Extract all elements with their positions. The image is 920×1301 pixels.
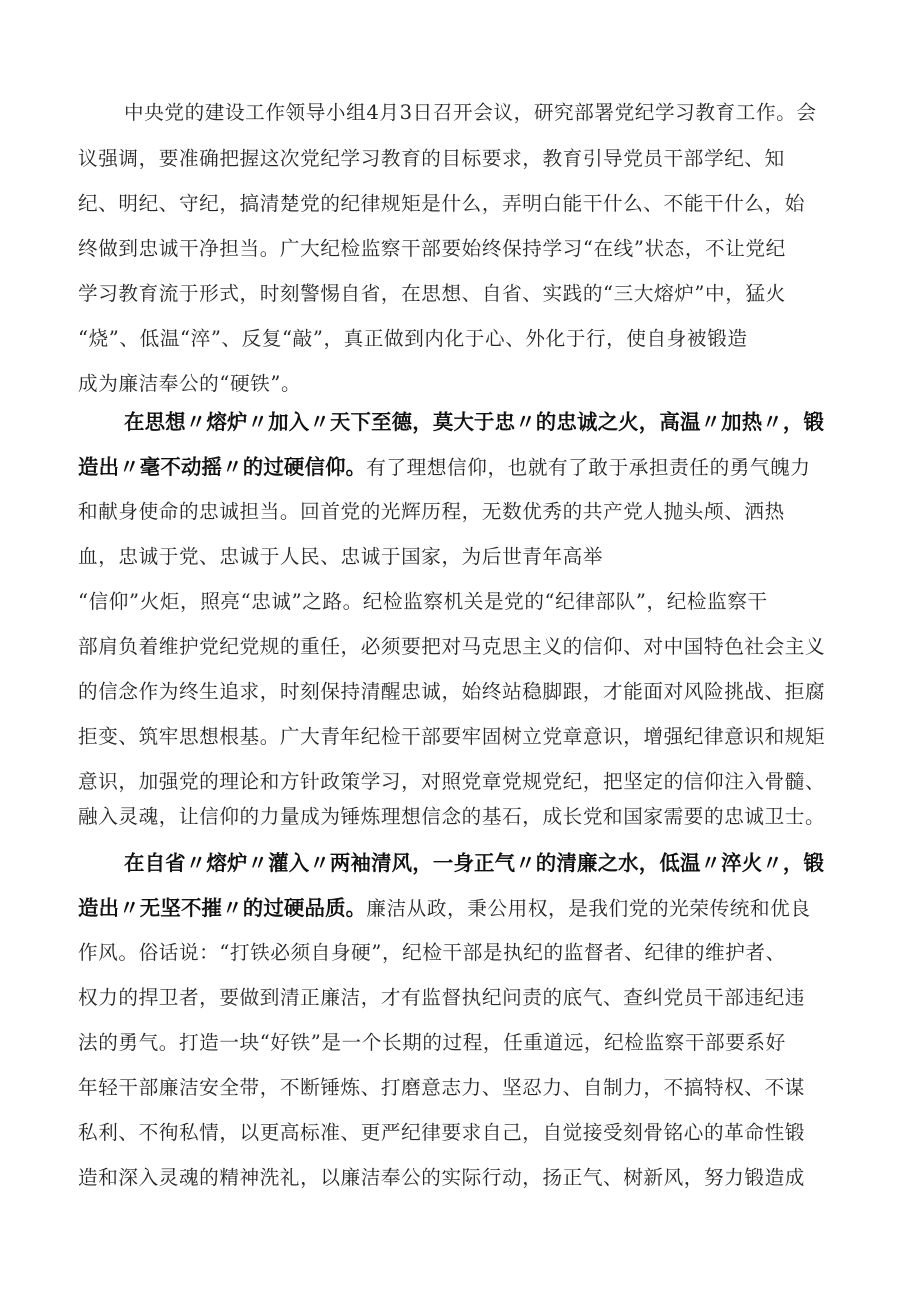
paragraph-1-line-3: 纪、明纪、守纪，搞清楚党的纪律规矩是什么，弄明白能干什么、不能干什么，始 <box>78 192 805 215</box>
paragraph-2-heading-line-2: 造出〃毫不动摇〃的过硬信仰。 <box>78 455 367 479</box>
paragraph-2-line-10: 融入灵魂，让信仰的力量成为锤炼理想信念的基石，成长党和国家需要的忠诚卫士。 <box>78 805 826 828</box>
paragraph-2-line-2 <box>78 450 868 484</box>
paragraph-2-line-5: “信仰”火炬，照亮“忠诚”之路。纪检监察机关是党的“纪律部队”，纪检监察干 <box>78 590 768 613</box>
paragraph-3-line-6: 年轻干部廉洁安全带，不断锤炼、打磨意志力、坚忍力、自制力，不搞特权、不谋 <box>78 1076 805 1099</box>
paragraph-2-line-6: 部肩负着维护党纪党规的重任，必须要把对马克思主义的信仰、对中国特色社会主义 <box>78 635 826 658</box>
paragraph-2-line-9: 意识，加强党的理论和方针政策学习，对照党章党规党纪，把坚定的信仰注入骨髓、 <box>78 770 826 793</box>
paragraph-3-line-5: 法的勇气。打造一块“好铁”是一个长期的过程，任重道远，纪检监察干部要系好 <box>78 1031 786 1054</box>
paragraph-2-line-3: 和献身使命的忠诚担当。回首党的光辉历程，无数优秀的共产党人抛头颅、洒热 <box>78 500 785 523</box>
paragraph-1-line-1: 中央党的建设工作领导小组4月3日召开会议，研究部署党纪学习教育工作。会 <box>124 101 817 124</box>
paragraph-3-heading-line-2: 造出〃无坚不摧〃的过硬品质。 <box>78 896 367 920</box>
paragraph-3-line-4: 权力的捍卫者，要做到清正廉洁，才有监督执纪问责的底气、查纠党员干部违纪违 <box>78 986 805 1009</box>
paragraph-2-line-4: 血，忠诚于党、忠诚于人民、忠诚于国家，为后世青年高举 <box>78 545 604 568</box>
paragraph-1-line-4: 终做到忠诚干净担当。广大纪检监察干部要始终保持学习“在线”状态，不让党纪 <box>78 237 786 260</box>
paragraph-3-line-8: 造和深入灵魂的精神洗礼，以廉洁奉公的实际行动，扬正气、树新风，努力锻造成 <box>78 1166 805 1189</box>
paragraph-1-line-5: 学习教育流于形式，时刻警惕自省，在思想、自省、实践的“三大熔炉”中，猛火 <box>78 282 786 305</box>
paragraph-1-line-6: “烧”、低温“淬”、反复“敲”，真正做到内化于心、外化于行，使自身被锻造 <box>78 327 748 350</box>
paragraph-2-line-8: 拒变、筑牢思想根基。广大青年纪检干部要牢固树立党章意识，增强纪律意识和规矩 <box>78 725 826 748</box>
paragraph-3-heading-line-1: 在自省〃熔炉〃灌入〃两袖清风，一身正气〃的清廉之水，低温〃淬火〃，锻 <box>124 851 825 875</box>
paragraph-2-heading-line-1: 在思想〃熔炉〃加入〃天下至德，莫大于忠〃的忠诚之火，高温〃加热〃，锻 <box>124 410 825 434</box>
paragraph-2-line-2-body: 有了理想信仰，也就有了敢于承担责任的勇气魄力 <box>366 456 811 479</box>
paragraph-3-line-3: 作风。俗话说：“打铁必须自身硬”，纪检干部是执纪的监督者、纪律的维护者、 <box>78 941 786 964</box>
paragraph-2-line-7: 的信念作为终生追求，时刻保持清醒忠诚，始终站稳脚跟，才能面对风险挑战、拒腐 <box>78 680 826 703</box>
paragraph-3-line-2-body: 廉洁从政，秉公用权，是我们党的光荣传统和优良 <box>366 897 811 920</box>
paragraph-3-line-2 <box>78 891 868 925</box>
paragraph-1-line-2: 议强调，要准确把握这次党纪学习教育的目标要求，教育引导党员干部学纪、知 <box>78 147 785 170</box>
paragraph-3-line-7: 私利、不徇私情，以更高标准、更严纪律要求自己，自觉接受刻骨铭心的革命性锻 <box>78 1121 805 1144</box>
paragraph-1-line-7: 成为廉洁奉公的“硬铁”。 <box>78 372 302 395</box>
